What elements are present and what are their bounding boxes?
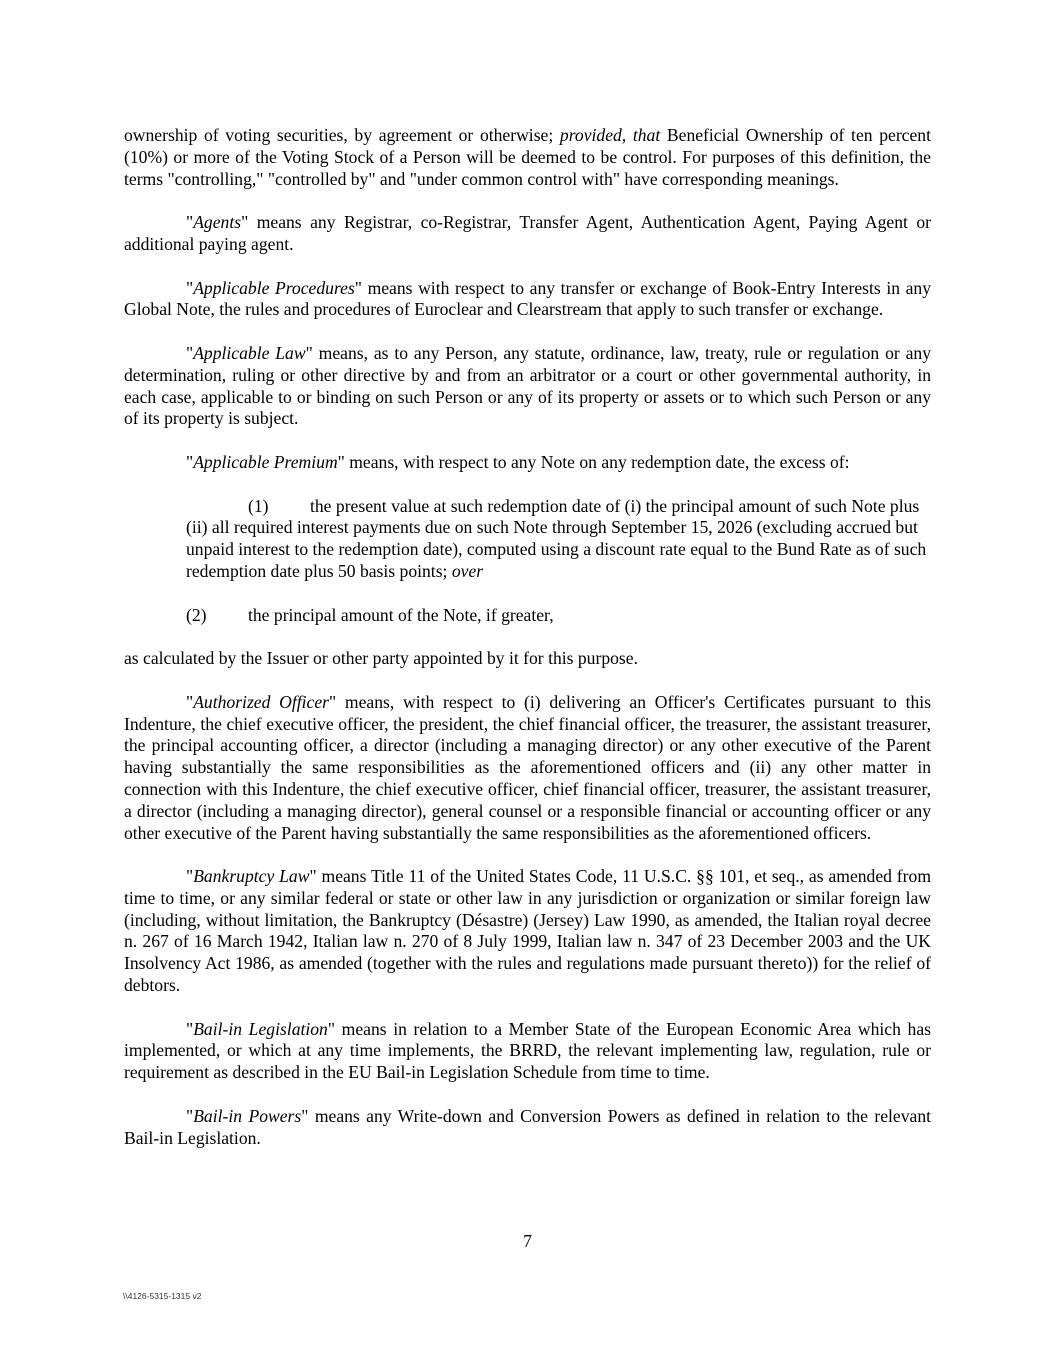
definition-bail-in-legislation — [124, 1019, 931, 1084]
paragraph-text: Beneficial Ownership of ten percent (10%) or more of the Voting Stock of a Person will be deemed to be control. For purposes of this definition, the terms "controlling," "controlled by" and "under common control with" have corresponding meanings. — [124, 125, 931, 189]
open-quote: " — [186, 451, 194, 472]
open-quote: " — [186, 866, 194, 887]
definition-bankruptcy-law — [124, 866, 931, 997]
paragraph-control-continuation — [124, 125, 931, 190]
definition-applicable-law — [124, 343, 931, 430]
open-quote: " — [186, 1018, 194, 1039]
page-number: 7 — [523, 1231, 532, 1251]
document-id: \\4126-5315-1315 v2 — [123, 1291, 202, 1301]
definition-text: " means in relation to a Member State of the European Economic Area which has implemented, or which at any time implements, the BRRD, the relevant implementing law, regulation, rule or requirement as described in the EU Bail-in Legislation Schedule from time to time. — [124, 1018, 931, 1083]
defined-term: Bankruptcy Law — [193, 866, 310, 887]
defined-term: Applicable Procedures — [193, 277, 355, 298]
definition-applicable-procedures — [124, 278, 931, 322]
clause-number: (1) — [248, 495, 269, 516]
clause-number: (2) — [186, 604, 207, 625]
defined-term: Applicable Law — [193, 342, 306, 363]
definition-text: " means Title 11 of the United States Code, 11 U.S.C. §§ 101, et seq., as amended from time to time, or any similar federal or state or other law in any jurisdiction or organization or similar foreign law (including, without limitation, the Bankruptcy (Désastre) (Jersey) Law 1990, as amended, the Italian royal decree n. 267 of 16 March 1942, Italian law n. 270 of 8 July 1999, Italian law n. 347 of 23 December 2003 and the UK Insolvency Act 1986, as amended (together with the rules and regulations made pursuant thereto)) for the relief of debtors. — [124, 866, 932, 996]
italic-word: over — [451, 560, 484, 581]
defined-term: Authorized Officer — [193, 691, 329, 712]
paragraph-as-calculated: as calculated by the Issuer or other party appointed by it for this purpose. — [124, 648, 638, 669]
defined-term: Bail-in Powers — [193, 1105, 302, 1126]
definition-text: " means, with respect to any Note on any redemption date, the excess of: — [337, 451, 850, 472]
defined-term: Agents — [193, 212, 242, 233]
definition-agents — [124, 212, 931, 256]
clause-2 — [186, 605, 931, 627]
open-quote: " — [186, 212, 194, 233]
paragraph-text: ownership of voting securities, by agreement or otherwise; — [124, 125, 560, 145]
definition-text: " means, as to any Person, any statute, ordinance, law, treaty, rule or regulation or any determination, ruling or other directive by and from an arbitrator or a court or other governmental authority, in each case, applicable to or binding on such Person or any of its property or assets or to which such Person or any of its property is subject. — [124, 342, 931, 429]
document-body — [124, 125, 931, 1149]
defined-term: Bail-in Legislation — [193, 1018, 328, 1039]
clause-text: the present value at such redemption date of (i) the principal amount of such Note plus (ii) all required interest payments due on such Note through September 15, 2026 (excluding accrued but unpaid interest to the redemption date), computed using a discount rate equal to the Bund Rate as of such redemption date plus 50 basis points; — [186, 495, 927, 581]
clause-text: the principal amount of the Note, if greater, — [248, 604, 554, 625]
definition-text: " means any Write-down and Conversion Powers as defined in relation to the relevant Bail-in Legislation. — [124, 1105, 932, 1148]
definition-text: " means any Registrar, co-Registrar, Transfer Agent, Authentication Agent, Paying Agent or additional paying agent. — [124, 212, 931, 254]
open-quote: " — [186, 277, 194, 298]
definition-bail-in-powers — [124, 1106, 931, 1150]
definition-authorized-officer — [124, 692, 931, 845]
open-quote: " — [186, 342, 194, 363]
clause-1-body — [186, 496, 931, 583]
italic-phrase: provided, that — [559, 125, 661, 145]
definition-applicable-premium — [124, 452, 931, 474]
open-quote: " — [186, 691, 194, 712]
defined-term: Applicable Premium — [193, 451, 338, 472]
clause-1 — [186, 496, 931, 583]
definition-text: " means, with respect to (i) delivering an Officer's Certificates pursuant to this Indenture, the chief executive officer, the president, the chief financial officer, the treasurer, the assistant treasurer, the principal accounting officer, a director (including a managing director) or any other executive of the Parent having substantially the same responsibilities as the aforementioned officers and (ii) any other matter in connection with this Indenture, the chief executive officer, chief financial officer, treasurer, the assistant treasurer, a director (including a managing director), general counsel or a responsible financial or accounting officer or any other executive of the Parent having substantially the same responsibilities as the aforementioned officers. — [124, 691, 931, 843]
definition-text: " means with respect to any transfer or exchange of Book-Entry Interests in any Global Note, the rules and procedures of Euroclear and Clearstream that apply to such transfer or exchange. — [124, 277, 931, 320]
open-quote: " — [186, 1105, 194, 1126]
